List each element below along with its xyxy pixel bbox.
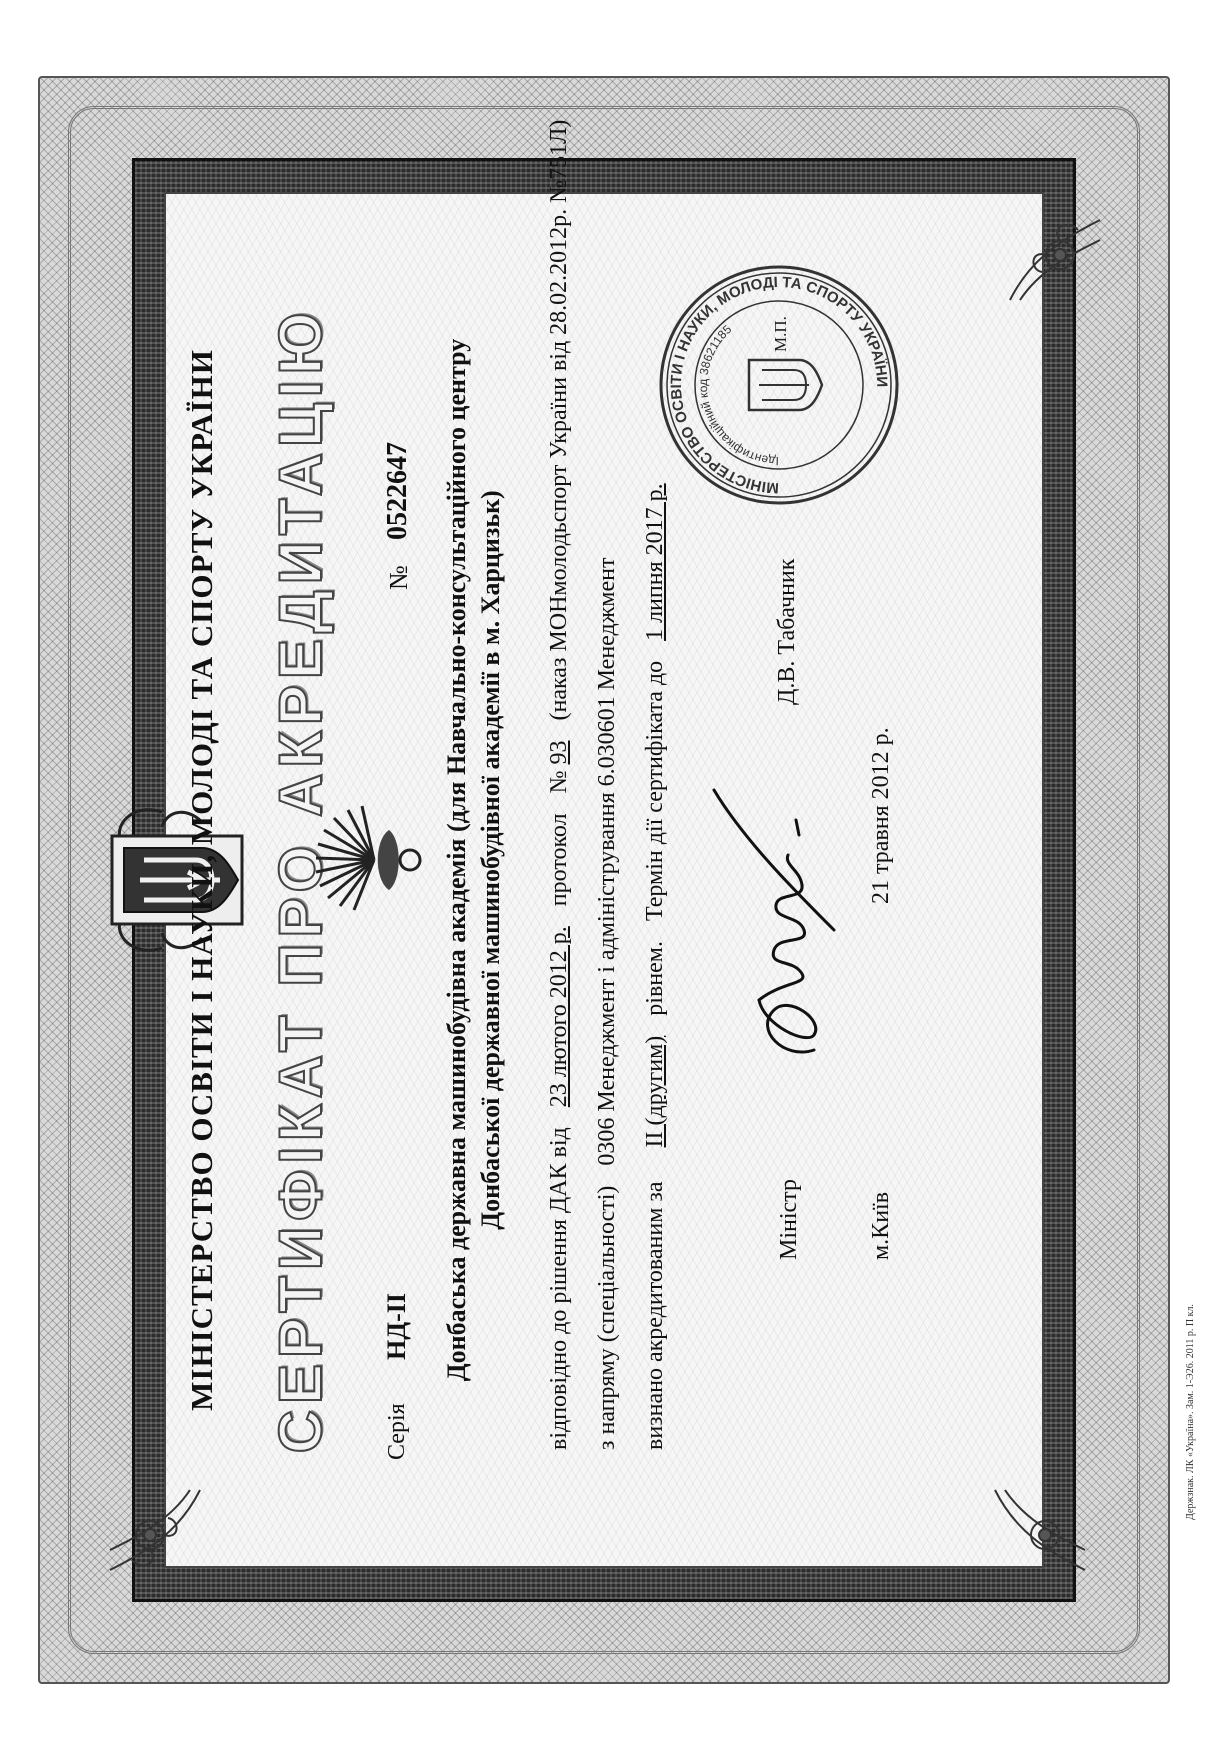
seal-inner-text: Ідентифікаційний код 38621185 (695, 322, 780, 469)
number-label: № (384, 565, 413, 590)
speciality-label: з напряму (спеціальності) (594, 1185, 620, 1450)
validity-label: Термін дії сертифіката до (642, 660, 668, 922)
institution-name-line-1: Донбаська державна машинобудівна академія (для Навчально-консультаційного центру (442, 338, 471, 1382)
certificate-title: СЕРТИФІКАТ ПРО АКРЕДИТАЦІЮ (267, 306, 334, 1454)
ministry-seal-icon (654, 260, 904, 510)
protocol-label: протокол (546, 813, 572, 907)
issue-city: м.Київ (868, 1191, 894, 1260)
svg-text:Ідентифікаційний код 38621185 (696, 322, 779, 468)
issue-date: 21 травня 2012 р. (868, 727, 894, 904)
decision-prefix: відповідно до рішення ДАК від (546, 1127, 572, 1450)
institution-name-line-2: Донбаської державної машинобудівної академії в м. Харцизьк) (476, 490, 505, 1230)
accreditation-prefix: визнано акредитованим за (642, 1181, 668, 1450)
ministry-name: МІНІСТЕРСТВО ОСВІТИ І НАУКИ, МОЛОДІ ТА СПОРТУ УКРАЇНИ (184, 349, 219, 1411)
protocol-number: 93 (546, 740, 572, 765)
sunburst-emblem-icon (314, 800, 434, 920)
seal-mark: М.П. (771, 316, 790, 352)
signatory-name: Д.В. Табачник (774, 558, 800, 705)
accreditation-level-suffix: рівнем. (642, 941, 668, 1016)
decision-line (546, 119, 573, 1450)
trident-crest-icon (92, 802, 264, 958)
speciality-value: 0306 Менеджмент і адміністрування 6.030601 Менеджмент (594, 557, 620, 1166)
decision-date: 23 лютого 2012 р. (546, 926, 572, 1108)
validity-date: 1 липня 2017 р. (642, 483, 668, 641)
signatory-role: Міністр (776, 1179, 802, 1260)
printer-note: Держзнак. ЛК «Україна». Зам. 1-Э26. 2011 р. П кл. (1185, 1304, 1196, 1520)
certificate-number: 0522647 (382, 442, 413, 540)
accreditation-level: ІІ (другим) (642, 1035, 668, 1148)
seal-outer-text: МІНІСТЕРСТВО ОСВІТИ І НАУКИ, МОЛОДІ ТА СПОРТУ УКРАЇНИ (667, 273, 891, 497)
certificate-content (174, 119, 1034, 1610)
series-label: Серія (384, 1403, 410, 1460)
protocol-number-label: № (546, 770, 572, 794)
series-value: НД-ІІ (382, 1292, 411, 1360)
order-reference: (наказ МОНмолодьспорт України від 28.02.2012р. №751Л) (546, 119, 572, 721)
signature-icon (704, 770, 854, 1070)
speciality-line (594, 170, 621, 1450)
